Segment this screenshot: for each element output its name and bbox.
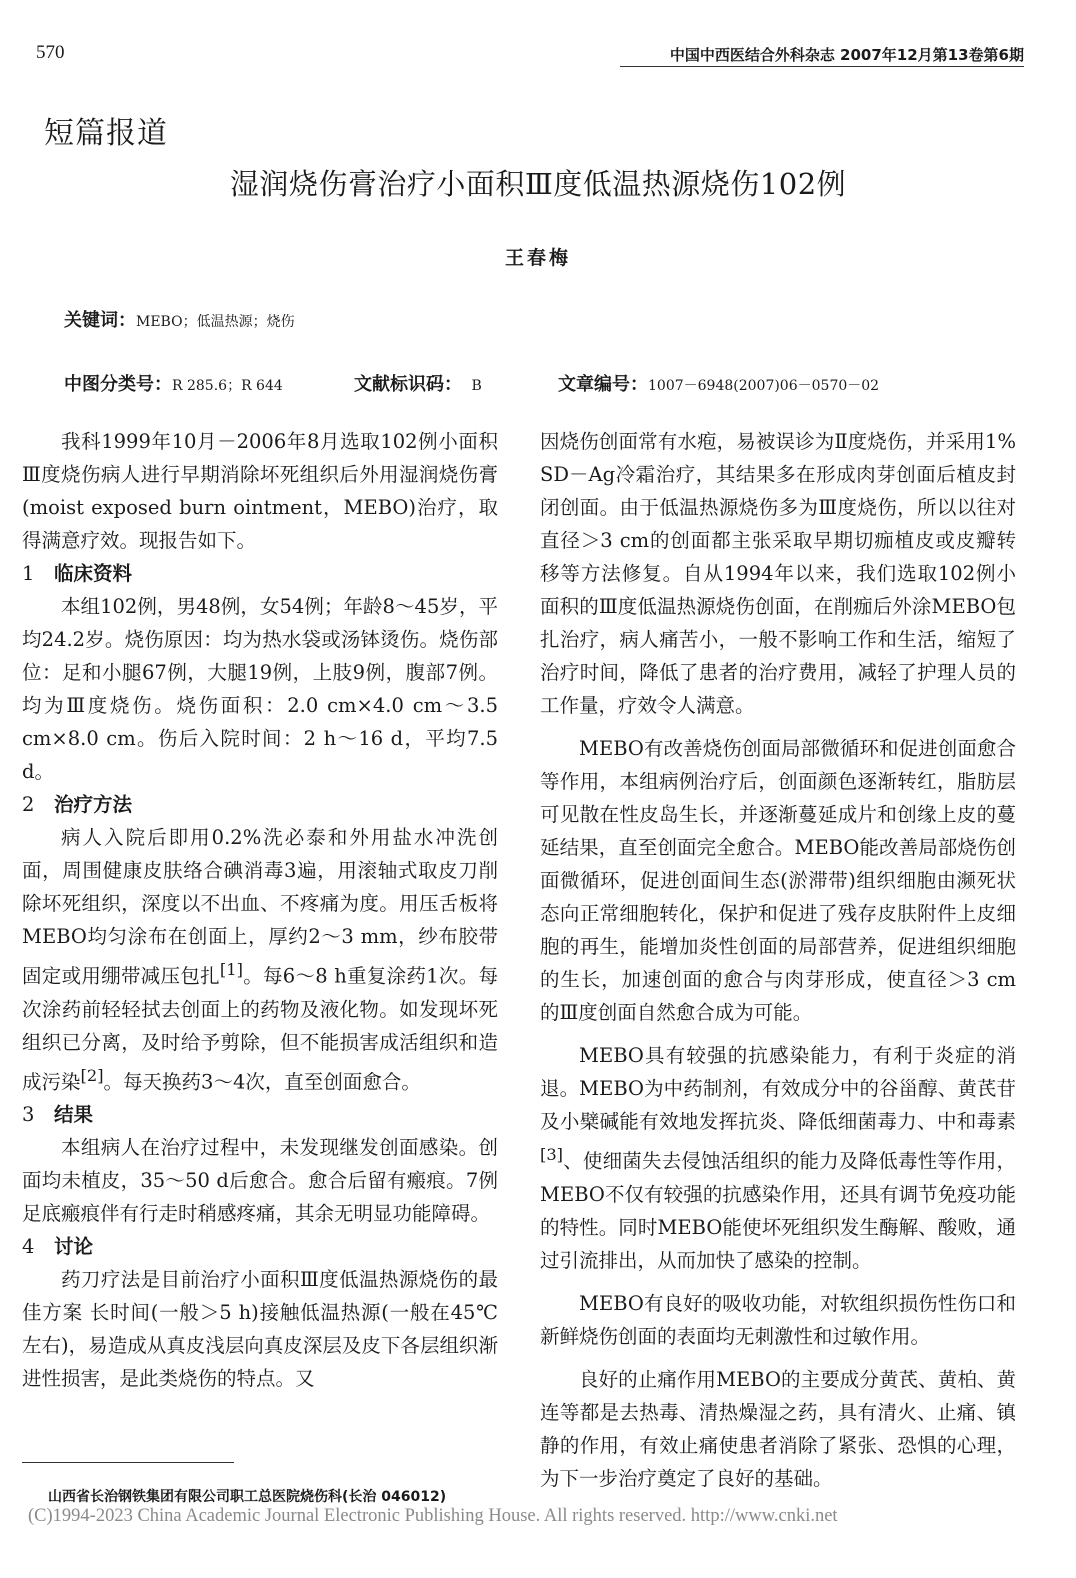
treatment-paragraph: [22, 821, 498, 1098]
text-span: MEBO具有较强的抗感染能力，有利于炎症的消退。MEBO为中药制剂，有效成分中的谷甾醇、黄芪苷及小檗碱能有效地发挥抗炎、降低细菌毒力、中和毒素: [540, 1044, 1016, 1133]
page-number: 570: [36, 42, 65, 63]
section-number: 2: [22, 793, 35, 816]
author: 王春梅: [504, 247, 571, 269]
section-heading-results: [22, 1098, 498, 1131]
keywords-row: [64, 306, 295, 332]
doc-code-label: 文献标识码：: [354, 374, 462, 395]
journal-header: 中国中西医结合外科杂志 2007年12月第13卷第6期: [669, 46, 1024, 64]
discussion-continued: 因烧伤创面常有水疱，易被误诊为Ⅱ度烧伤，并采用1% SD－Ag冷霜治疗，其结果多在形成肉芽创面后植皮封闭创面。由于低温热源烧伤多为Ⅲ度烧伤，所以以往对直径＞3 cm的创面都主张采取早期切痂植皮或皮瓣转移等方法修复。自从1994年以来，我们选取102例小面积的Ⅲ度低温热源烧伤创面，在削痂后外涂MEBO包扎治疗，病人痛苦小，一般不影响工作和生活，缩短了治疗时间，降低了患者的治疗费用，减轻了护理人员的工作量，疗效令人满意。: [540, 430, 1016, 717]
article-title: 湿润烧伤膏治疗小面积Ⅲ度低温热源烧伤102例: [229, 167, 847, 201]
clinical-paragraph: 本组102例，男48例，女54例；年龄8～45岁，平均24.2岁。烧伤原因：均为热水袋或汤钵烫伤。烧伤部位：足和小腿67例，大腿19例，上肢9例，腹部7例。均为Ⅲ度烧伤。烧伤面积：2.0 cm×4.0 cm～3.5 cm×8.0 cm。伤后入院时间：2 h～16 d，平均7.5 d。: [22, 595, 498, 783]
text-span: 、使细菌失去侵蚀活组织的能力及降低毒性等作用，MEBO不仅有较强的抗感染作用，还具有调节免疫功能的特性。同时MEBO能使坏死组织发生酶解、酸败，通过引流排出，从而加快了感染的控制。: [540, 1149, 1016, 1272]
section-number: 3: [22, 1103, 35, 1126]
section-heading-clinical: [22, 557, 498, 590]
text-span: 。每天换药3～4次，直至创面愈合。: [103, 1070, 421, 1093]
section-number: 4: [22, 1235, 35, 1258]
clc-label: 中图分类号：: [64, 374, 172, 395]
paragraph-microcirculation: MEBO有改善烧伤创面局部微循环和促进创面愈合等作用，本组病例治疗后，创面颜色逐渐转红，脂肪层可见散在性皮岛生长，并逐渐蔓延成片和创缘上皮的蔓延结果，直至创面完全愈合。MEBO能改善局部烧伤创面微循环，促进创面间生态(淤滞带)组织细胞由濒死状态向正常细胞转化，保护和促进了残存皮肤附件上皮细胞的再生，能增加炎性创面的局部营养，促进组织细胞的生长，加速创面的愈合与肉芽形成，使直径＞3 cm的Ⅲ度创面自然愈合成为可能。: [540, 737, 1016, 1024]
section-heading-text: 治疗方法: [54, 793, 133, 816]
section-heading-text: 临床资料: [54, 562, 133, 585]
citation-ref[interactable]: [2]: [80, 1065, 104, 1085]
citation-ref[interactable]: [1]: [219, 960, 243, 979]
section-heading-text: 结果: [54, 1103, 94, 1126]
paragraph-absorption: MEBO有良好的吸收功能，对软组织损伤性伤口和新鲜烧伤创面的表面均无刺激性和过敏作用。: [540, 1291, 1016, 1348]
left-column: [22, 425, 498, 1395]
section-title: 短篇报道: [44, 116, 168, 151]
right-column: [540, 425, 1016, 1495]
paragraph-analgesic: 良好的止痛作用MEBO的主要成分黄芪、黄柏、黄连等都是去热毒、清热燥湿之药，具有清火、止痛、镇静的作用，有效止痛使患者消除了紧张、恐惧的心理，为下一步治疗奠定了良好的基础。: [540, 1367, 1016, 1490]
section-heading-treatment: [22, 788, 498, 821]
clc-value: R 285.6；R 644: [172, 378, 283, 394]
footnote-rule: [22, 1462, 234, 1463]
text-span: 。每6～8 h重复涂药1次。每次涂药前轻轻拭去创面上的药物及液化物。如发现坏死组织已分离，及时给予剪除，但不能损害成活组织和造成污染: [22, 964, 498, 1093]
discussion-paragraph: 药刀疗法是目前治疗小面积Ⅲ度低温热源烧伤的最佳方案 长时间(一般＞5 h)接触低温热源(一般在45℃左右)，易造成从真皮浅层向真皮深层及皮下各层组织渐进性损害，是此类烧伤的特点。又: [22, 1268, 498, 1390]
article-no-value: 1007－6948(2007)06－0570－02: [648, 378, 880, 394]
intro-paragraph: 我科1999年10月－2006年8月选取102例小面积Ⅲ度烧伤病人进行早期消除坏死组织后外用湿润烧伤膏(moist exposed burn ointment，MEBO)治疗，取得满意疗效。现报告如下。: [22, 430, 498, 552]
results-paragraph: 本组病人在治疗过程中，未发现继发创面感染。创面均未植皮，35～50 d后愈合。愈合后留有瘢痕。7例足底瘢痕伴有行走时稍感疼痛，其余无明显功能障碍。: [22, 1136, 498, 1225]
article-no-row: [558, 370, 879, 396]
keywords-value: MEBO；低温热源；烧伤: [136, 314, 295, 330]
text-span: 病人入院后即用0.2%洗必泰和外用盐水冲洗创面，周围健康皮肤络合碘消毒3遍，用滚轴式取皮刀削除坏死组织，深度以不出血、不疼痛为度。用压舌板将MEBO均匀涂布在创面上，厚约2～3 mm，纱布胶带固定或用绷带减压包扎: [22, 826, 498, 988]
section-heading-text: 讨论: [54, 1235, 94, 1258]
clc-row: [64, 370, 283, 396]
section-heading-discussion: [22, 1230, 498, 1263]
section-number: 1: [22, 562, 35, 585]
paragraph-anti-infection: [540, 1039, 1016, 1277]
keywords-label: 关键词：: [64, 310, 136, 331]
doc-code-value: B: [471, 378, 482, 394]
copyright-watermark: (C)1994-2023 China Academic Journal Electronic Publishing House. All rights reserved. http://www.cnki.net: [28, 1506, 838, 1526]
header-rule: [620, 66, 1024, 67]
doc-code-row: [354, 370, 482, 396]
author-affiliation: 山西省长治钢铁集团有限公司职工总医院烧伤科(长治 046012): [48, 1489, 447, 1505]
citation-ref[interactable]: [3]: [540, 1145, 564, 1164]
article-no-label: 文章编号：: [558, 374, 648, 395]
